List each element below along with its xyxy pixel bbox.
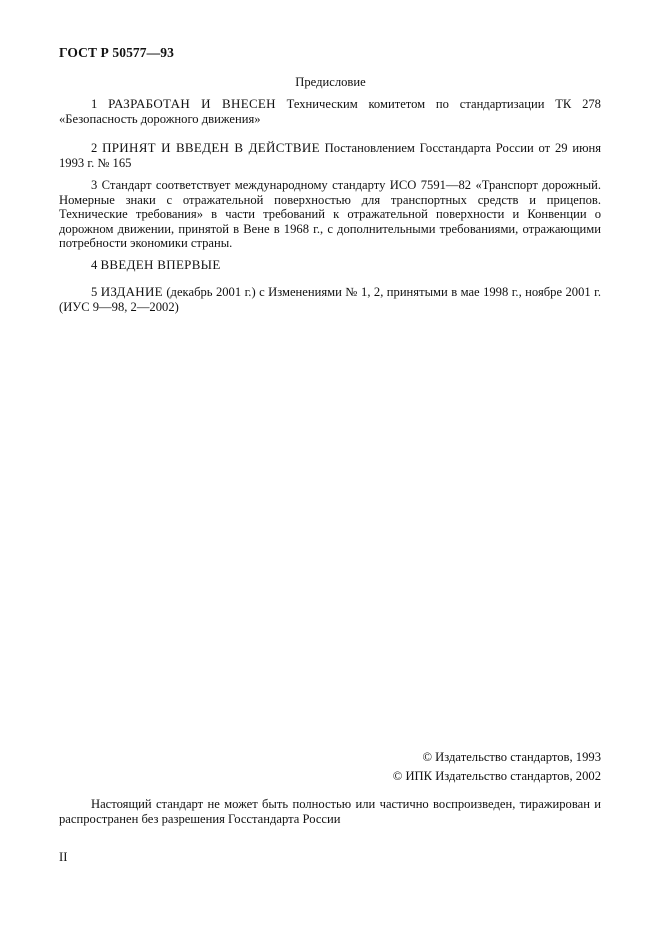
paragraph-number: 5 [91, 285, 98, 299]
reproduction-notice: Настоящий стандарт не может быть полностью или частично воспроизведен, тиражирован и распространен без разрешения Госстандарта России [59, 797, 601, 826]
paragraph-number: 4 [91, 258, 98, 272]
paragraph-5 [59, 285, 601, 314]
preface-title: Предисловие [295, 75, 366, 89]
paragraph-3 [59, 178, 601, 251]
paragraph-text: Постановлением Госстандарта России от 29 июня 1993 г. № 165 [59, 141, 602, 170]
copyright-line-2: © ИПК Издательство стандартов, 2002 [392, 769, 601, 783]
paragraph-number: 2 [91, 141, 98, 155]
paragraph-lead: ПРИНЯТ И ВВЕДЕН В ДЕЙСТВИЕ [102, 140, 320, 155]
paragraph-text: Стандарт соответствует международному стандарту ИСО 7591—82 «Транспорт дорожный. Номерные знаки с отражательной поверхностью для транспортных средств и прицепов. Технические требования» в части требований к отражательной поверхности и Конвенции о дорожном движении, принятой в Вене в 1968 г., с дополнительными требованиями, отражающими потребности экономики страны. [59, 178, 601, 251]
paragraph-1 [59, 97, 601, 126]
paragraph-number: 1 [91, 97, 98, 111]
page-number: II [59, 850, 68, 864]
paragraph-number: 3 [91, 178, 98, 192]
copyright-line-1: © Издательство стандартов, 1993 [422, 750, 601, 764]
standard-code-header: ГОСТ Р 50577—93 [59, 45, 174, 60]
paragraph-text: (декабрь 2001 г.) с Изменениями № 1, 2, принятыми в мае 1998 г., ноябре 2001 г. (ИУС 9—98, 2—2002) [59, 285, 601, 314]
paragraph-lead: РАЗРАБОТАН И ВНЕСЕН [108, 96, 276, 111]
paragraph-4 [59, 258, 601, 273]
paragraph-2 [59, 141, 601, 170]
paragraph-lead: ИЗДАНИЕ [100, 284, 163, 299]
paragraph-lead: ВВЕДЕН ВПЕРВЫЕ [100, 257, 221, 272]
paragraph-text: Техническим комитетом по стандартизации ТК 278 «Безопасность дорожного движения» [59, 97, 601, 126]
